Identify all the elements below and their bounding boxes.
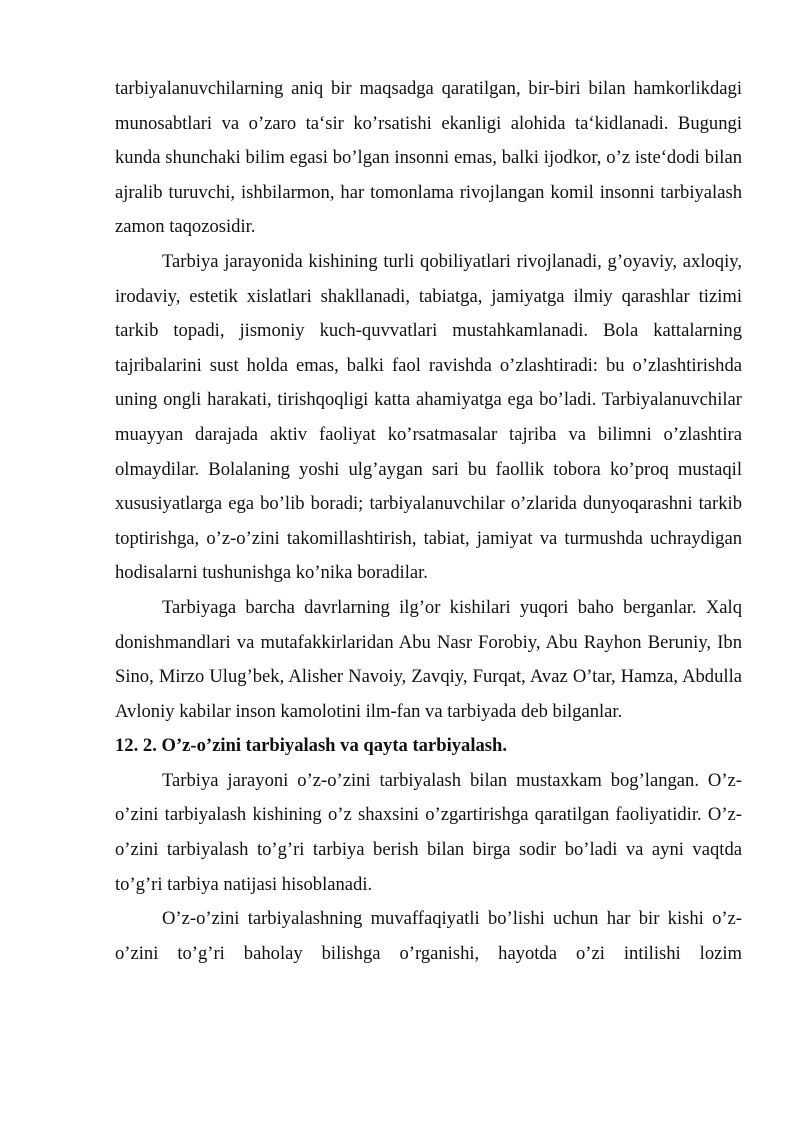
section-heading: 12. 2. O’z-o’zini tarbiyalash va qayta tarbiyalash. (115, 735, 508, 757)
paragraph-upbringing-process: Tarbiya jarayonida kishining turli qobiliyatlari rivojlanadi, g’oyaviy, axloqiy, irodaviy, estetik xislatlari shakllanadi, tabiatga, jamiyatga ilmiy qarashlar tizimi tarkib topadi, jismoniy kuch-quvvatlari mustahkamlanadi. Bola kattalarning tajribalarini sust holda emas, balki faol ravishda o’zlashtiradi: bu o’zlashtirishda uning ongli harakati, tirishqoqligi katta ahamiyatga ega bo’ladi. Tarbiyalanuvchilar muayyan darajada aktiv faoliyat ko’rsatmasalar tajriba va bilimni o’zlashtira olmaydilar. Bolalaning yoshi ulg’aygan sari bu faollik tobora ko’proq mustaqil xususiyatlarga ega bo’lib boradi; tarbiyalanuvchilar o’zlarida dunyoqarashni tarkib toptirishga, o’z-o’zini takomillashtirish, tabiat, jamiyat va turmushda uchraydigan hodisalarni tushunishga ko’nika boradilar. (115, 250, 742, 584)
paragraph-self-assessment: O’z-o’zini tarbiyalashning muvaffaqiyatli bo’lishi uchun har bir kishi o’z-o’zini to’g’ri baholay bilishga o’rganishi, hayotda o’zi intilishi lozim (115, 908, 742, 964)
document-page (115, 72, 742, 971)
paragraph-thinkers: Tarbiyaga barcha davrlarning ilg’or kishilari yuqori baho berganlar. Xalq donishmandlari va mutafakkirlaridan Abu Nasr Forobiy, Abu Rayhon Beruniy, Ibn Sino, Mirzo Ulug’bek, Alisher Navoiy, Zavqiy, Furqat, Avaz O’tar, Hamza, Abdulla Avloniy kabilar inson kamolotini ilm-fan va tarbiyada deb bilganlar. (115, 596, 742, 722)
paragraph-self-education: Tarbiya jarayoni o’z-o’zini tarbiyalash bilan mustaxkam bog’langan. O’z-o’zini tarbiyalash kishining o’z shaxsini o’zgartirishga qaratilgan faoliyatidir. O’z-o’zini tarbiyalash to’g’ri tarbiya berish bilan birga sodir bo’ladi va ayni vaqtda to’g’ri tarbiya natijasi hisoblanadi. (115, 769, 742, 895)
paragraph-continuation: tarbiyalanuvchilarning aniq bir maqsadga qaratilgan, bir-biri bilan hamkorlikdagi munosabtlari va o’zaro ta‘sir ko’rsatishi ekanligi alohida ta‘kidlanadi. Bugungi kunda shunchaki bilim egasi bo’lgan insonni emas, balki ijodkor, o’z iste‘dodi bilan ajralib turuvchi, ishbilarmon, har tomonlama rivojlangan komil insonni tarbiyalash zamon taqozosidir. (115, 78, 742, 238)
